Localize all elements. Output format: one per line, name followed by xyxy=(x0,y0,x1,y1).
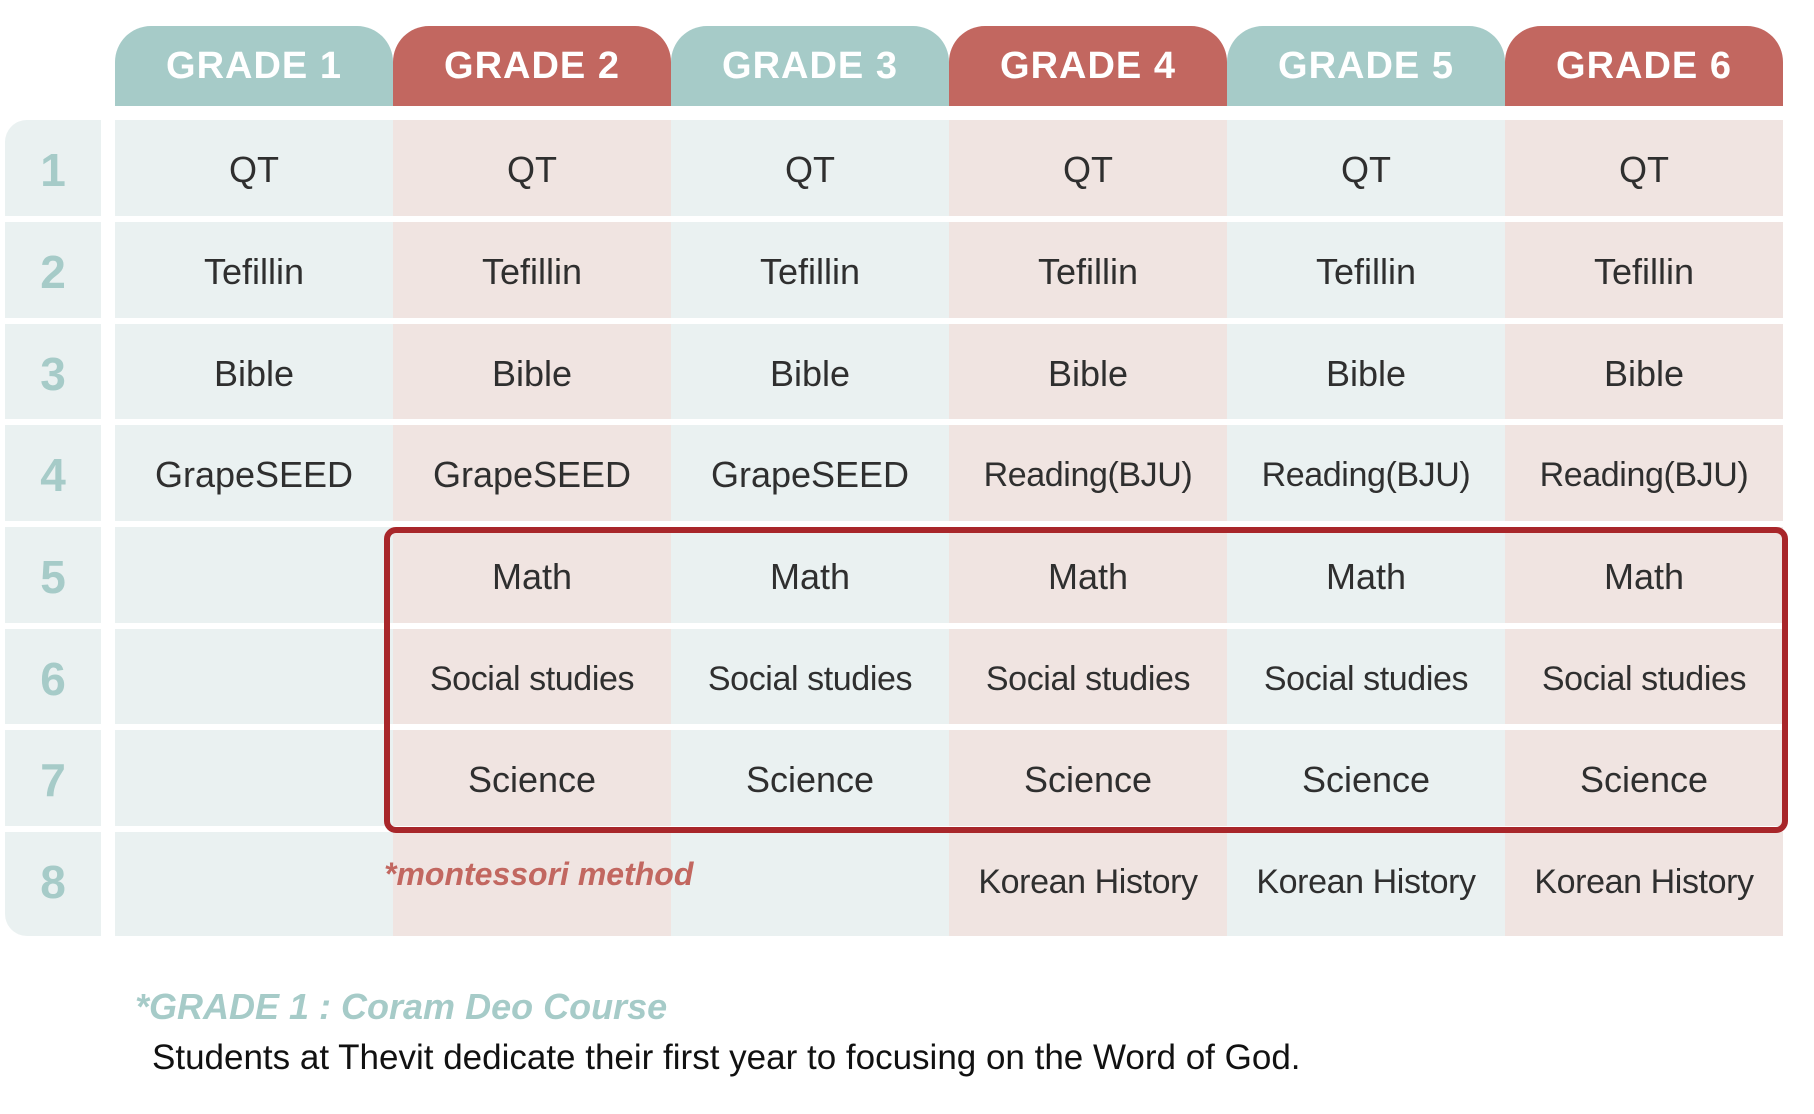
table-cell: Science xyxy=(1023,759,1153,800)
table-cell: Bible xyxy=(213,353,295,394)
table-cell: Bible xyxy=(1603,353,1685,394)
row-number: 7 xyxy=(40,754,66,806)
table-cell xyxy=(115,527,393,627)
table-cell: Social studies xyxy=(1541,659,1747,698)
row-number: 4 xyxy=(40,449,66,501)
table-cell: Bible xyxy=(769,353,851,394)
table-cell xyxy=(115,832,393,932)
table-cell: QT xyxy=(229,149,279,190)
row-number: 2 xyxy=(40,246,66,298)
table-cell: Science xyxy=(467,759,597,800)
table-cell: GrapeSEED xyxy=(154,454,354,495)
table-cell: Math xyxy=(1325,556,1407,597)
table-cell: Science xyxy=(1301,759,1431,800)
header-grade-5: GRADE 5 xyxy=(1227,26,1505,106)
table-cell: Tefillin xyxy=(759,251,861,292)
table-cell: Math xyxy=(769,556,851,597)
table-cell: Social studies xyxy=(429,659,635,698)
table-cell: QT xyxy=(1619,149,1669,190)
row-number: 1 xyxy=(40,144,66,196)
table-cell: Math xyxy=(1047,556,1129,597)
header-grade-6: GRADE 6 xyxy=(1505,26,1783,106)
table-cell: Korean History xyxy=(1256,862,1476,901)
row-number: 8 xyxy=(40,856,66,908)
table-cell: Science xyxy=(1579,759,1709,800)
table-cell: Science xyxy=(745,759,875,800)
table-cell: Reading(BJU) xyxy=(983,455,1193,494)
table-cell: Social studies xyxy=(707,659,913,698)
table-cell: Tefillin xyxy=(1593,251,1695,292)
table-cell xyxy=(115,629,393,729)
table-cell: Tefillin xyxy=(1037,251,1139,292)
header-grade-1: GRADE 1 xyxy=(115,26,393,106)
table-cell: Bible xyxy=(1325,353,1407,394)
table-cell: Korean History xyxy=(978,862,1198,901)
table-cell: Reading(BJU) xyxy=(1261,455,1471,494)
table-cell: Tefillin xyxy=(1315,251,1417,292)
header-grade-2: GRADE 2 xyxy=(393,26,671,106)
table-cell: QT xyxy=(507,149,557,190)
table-cell: QT xyxy=(1341,149,1391,190)
row-number: 3 xyxy=(40,348,66,400)
table-cell xyxy=(671,832,949,932)
table-cell: Math xyxy=(491,556,573,597)
row-number: 5 xyxy=(40,551,66,603)
table-cell xyxy=(115,730,393,830)
row-number: 6 xyxy=(40,653,66,705)
table-cell: Bible xyxy=(491,353,573,394)
header-grade-3: GRADE 3 xyxy=(671,26,949,106)
highlight-box xyxy=(384,527,1788,833)
table-cell: Tefillin xyxy=(481,251,583,292)
column-gap xyxy=(101,110,115,940)
table-cell: Math xyxy=(1603,556,1685,597)
table-cell: GrapeSEED xyxy=(432,454,632,495)
table-cell: Reading(BJU) xyxy=(1539,455,1749,494)
table-cell: Tefillin xyxy=(203,251,305,292)
table-cell: QT xyxy=(785,149,835,190)
course-description: Students at Thevit dedicate their first year to focusing on the Word of God. xyxy=(152,1038,1301,1077)
table-cell: QT xyxy=(1063,149,1113,190)
montessori-note: *montessori method xyxy=(384,856,694,892)
header-grade-4: GRADE 4 xyxy=(949,26,1227,106)
table-cell: GrapeSEED xyxy=(710,454,910,495)
table-cell: Korean History xyxy=(1534,862,1754,901)
table-cell: Social studies xyxy=(1263,659,1469,698)
table-cell: Bible xyxy=(1047,353,1129,394)
course-title: *GRADE 1 : Coram Deo Course xyxy=(135,986,668,1027)
table-cell: Social studies xyxy=(985,659,1191,698)
